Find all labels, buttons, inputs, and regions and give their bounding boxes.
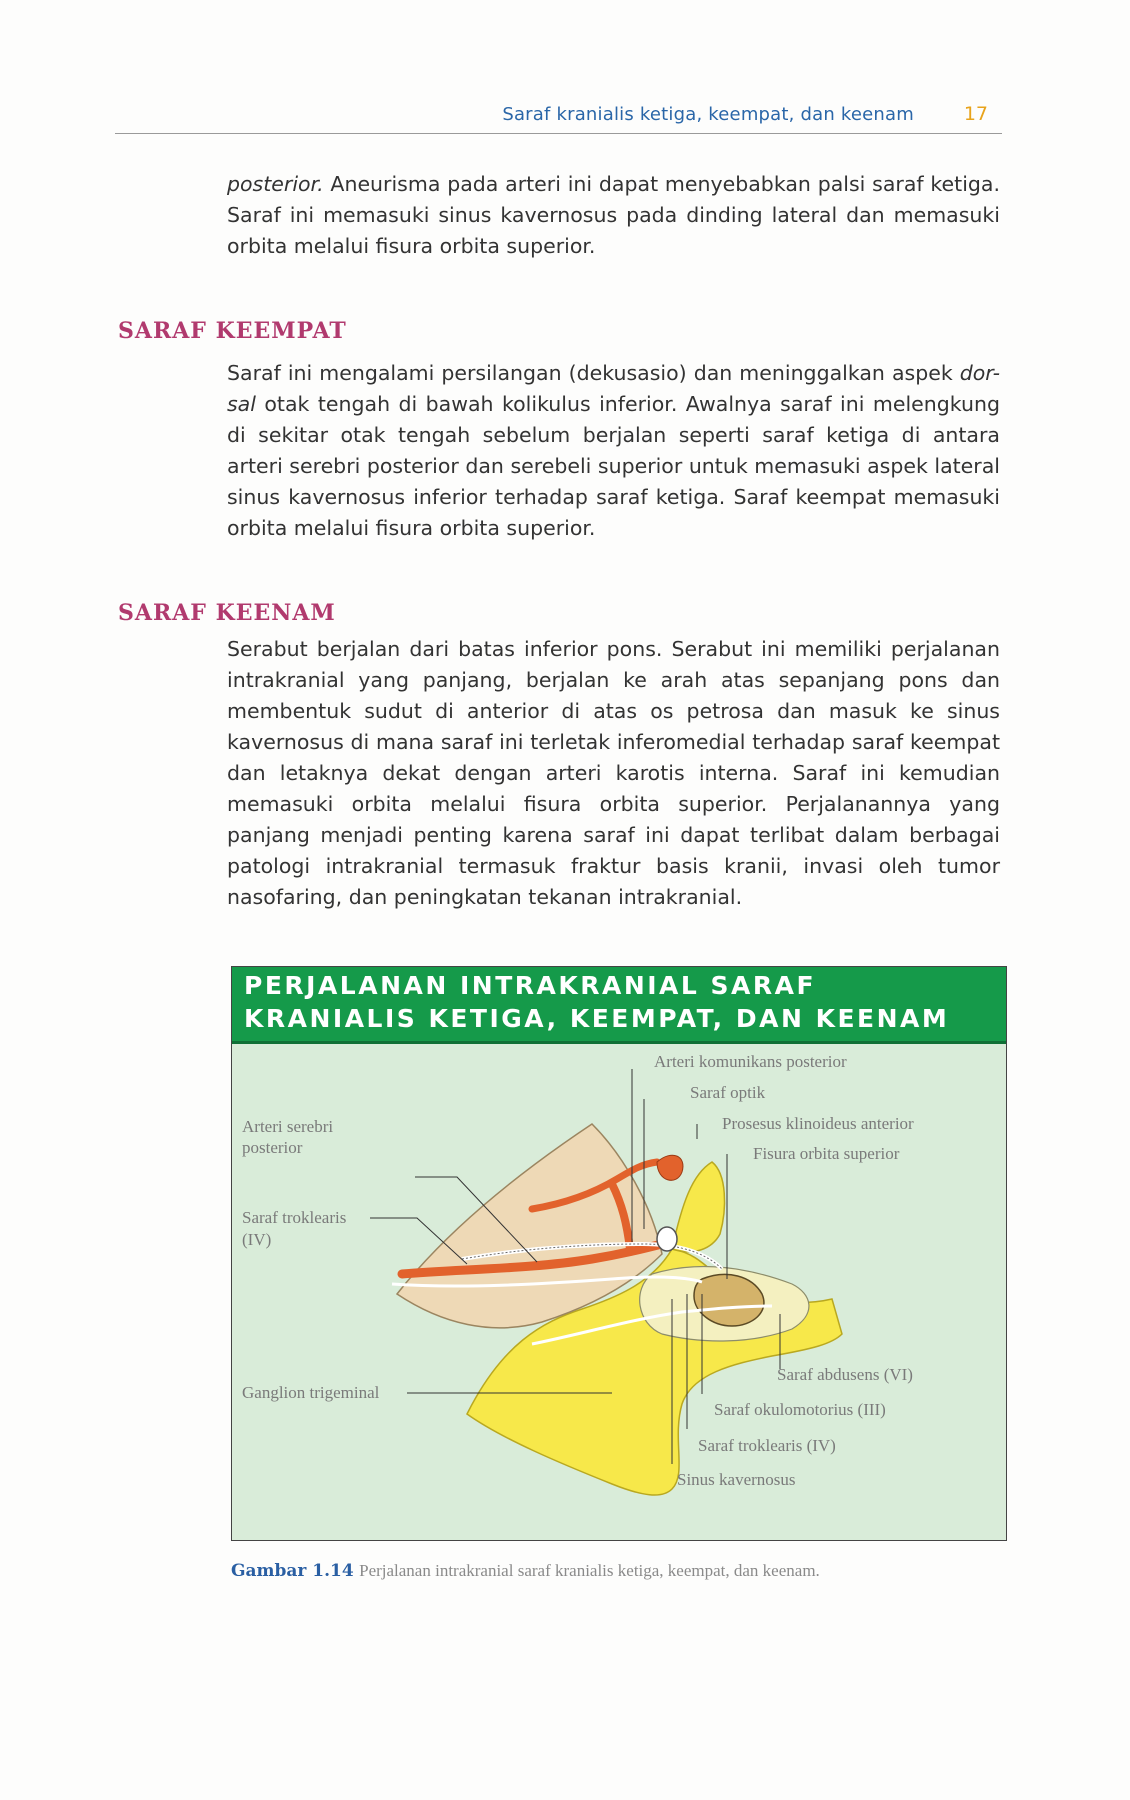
label-prosesus: Prosesus klinoideus anterior — [722, 1114, 914, 1133]
label-arteri-komunikans: Arteri komunikans posterior — [654, 1052, 847, 1071]
label-sinus: Sinus kavernosus — [677, 1470, 796, 1489]
label-saraf-optik: Saraf optik — [690, 1083, 766, 1102]
label-abdusens: Saraf abdusens (VI) — [777, 1365, 913, 1384]
figure-title-line1: PERJALANAN INTRAKRANIAL SARAF — [244, 971, 817, 1000]
artery-loop — [657, 1155, 683, 1180]
label-arteri-serebri-2: posterior — [242, 1138, 303, 1157]
intro-italic: posterior. — [227, 172, 324, 196]
label-troklearis-bottom: Saraf troklearis (IV) — [698, 1436, 836, 1455]
caption-number: Gambar 1.14 — [231, 1561, 354, 1581]
running-head — [115, 103, 1002, 134]
intro-text: Aneurisma pada arteri ini dapat menyebabkan palsi saraf ketiga. Saraf ini memasuki sinus kavernosus pada dinding lateral dan memasuki orbita melalui fisura orbita superior. — [227, 172, 1000, 258]
figure-header — [232, 967, 1006, 1044]
page-number: 17 — [963, 103, 988, 125]
label-ganglion: Ganglion trigeminal — [242, 1383, 380, 1402]
running-title: Saraf kranialis ketiga, keempat, dan keenam — [502, 104, 914, 125]
label-okulomotorius: Saraf okulomotorius (III) — [714, 1400, 886, 1419]
label-troklearis-left-1: Saraf troklearis — [242, 1208, 347, 1227]
label-fisura: Fisura orbita superior — [753, 1144, 900, 1163]
figure-title-line2: KRANIALIS KETIGA, KEEMPAT, DAN KEENAM — [244, 1004, 950, 1033]
label-arteri-serebri-1: Arteri serebri — [242, 1117, 334, 1136]
keempat-text-b: otak tengah di bawah kolikulus inferior. Awalnya saraf ini melengkung di sekitar otak tengah sebelum berjalan seperti saraf ketiga di antara arteri serebri posterior dan serebeli superior untuk memasuki aspek lateral sinus kavernosus inferior terhadap saraf ketiga. Saraf keempat memasuki orbita melalui fisura orbita superior. — [227, 392, 1000, 540]
caption-text: Perjalanan intrakranial saraf kranialis ketiga, keempat, dan keenam. — [359, 1561, 820, 1580]
optic-nerve — [657, 1227, 677, 1251]
keempat-text-a: Saraf ini mengalami persilangan (dekusasio) dan meninggalkan aspek — [227, 361, 960, 385]
keempat-italic: dor-sal — [227, 361, 1000, 416]
intro-paragraph — [227, 169, 1000, 262]
figure-caption — [231, 1561, 820, 1581]
keenam-paragraph — [227, 634, 1000, 913]
figure-panel — [231, 966, 1007, 1541]
keenam-text: Serabut berjalan dari batas inferior pons. Serabut ini memiliki perjalanan intrakranial yang panjang, berjalan ke arah atas sepanjang pons dan membentuk sudut di anterior di atas os petrosa dan masuk ke sinus kavernosus di mana saraf ini terletak inferomedial terhadap saraf keempat dan letaknya dekat dengan arteri karotis interna. Saraf ini kemudian memasuki orbita melalui fisura orbita superior. Perjalanannya yang panjang menjadi penting karena saraf ini dapat terlibat dalam berbagai patologi intrakranial termasuk fraktur basis kranii, invasi oleh tumor nasofaring, dan peningkatan tekanan intrakranial. — [227, 637, 1000, 909]
keempat-paragraph — [227, 358, 1000, 544]
heading-saraf-keempat: SARAF KEEMPAT — [118, 318, 347, 344]
heading-saraf-keenam: SARAF KEENAM — [118, 600, 336, 626]
label-troklearis-left-2: (IV) — [242, 1230, 272, 1249]
